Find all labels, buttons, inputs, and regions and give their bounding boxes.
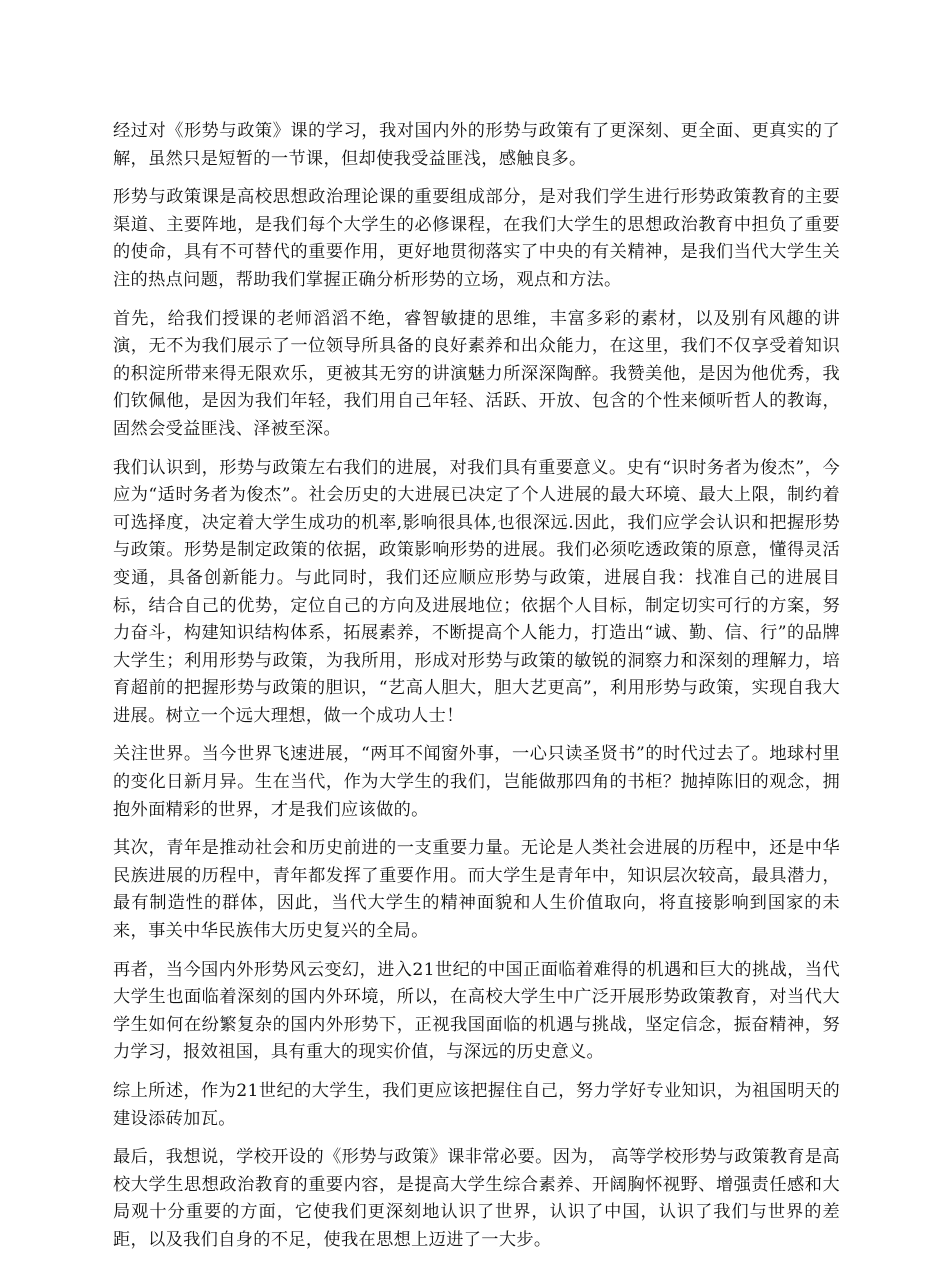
paragraph-3: 首先，给我们授课的老师滔滔不绝，睿智敏捷的思维，丰富多彩的素材，以及别有风趣的讲演，无不为我们展示了一位领导所具备的良好素养和出众能力，在这里，我们不仅享受着知识的积淀所带来得无限欢乐，更被其无穷的讲演魅力所深深陶醉。我赞美他，是因为他优秀，我们钦佩他，是因为我们年轻，我们用自己年轻、活跃、开放、包含的个性来倾听哲人的教诲，固然会受益匪浅、泽被至深。 [113,308,840,439]
paragraph-4: 我们认识到，形势与政策左右我们的进展，对我们具有重要意义。史有“识时务者为俊杰”，今应为“适时务者为俊杰”。社会历史的大进展已决定了个人进展的最大环境、最大上限，制约着可选择度，决定着大学生成功的机率,影响很具体,也很深远.因此，我们应学会认识和把握形势与政策。形势是制定政策的依据，政策影响形势的进展。我们必须吃透政策的原意，懂得灵活变通，具备创新能力。与此同时，我们还应顺应形势与政策，进展自我：找准自己的进展目标，结合自己的优势，定位自己的方向及进展地位；依据个人目标，制定切实可行的方案，努力奋斗，构建知识结构体系，拓展素养，不断提高个人能力，打造出“诚、勤、信、行”的品牌大学生；利用形势与政策，为我所用，形成对形势与政策的敏锐的洞察力和深刻的理解力，培育超前的把握形势与政策的胆识，“艺高人胆大，胆大艺更高”，利用形势与政策，实现自我大进展。树立一个远大理想，做一个成功人士！ [113,457,840,726]
paragraph-1: 经过对《形势与政策》课的学习，我对国内外的形势与政策有了更深刻、更全面、更真实的了解，虽然只是短暂的一节课，但却使我受益匪浅，感触良多。 [113,121,840,169]
paragraph-5: 关注世界。当今世界飞速进展，“两耳不闻窗外事，一心只读圣贤书”的时代过去了。地球村里的变化日新月异。生在当代，作为大学生的我们，岂能做那四角的书柜？抛掉陈旧的观念，拥抱外面精彩的世界，才是我们应该做的。 [113,744,840,820]
document-body [113,118,840,1266]
paragraph-9: 最后，我想说，学校开设的《形势与政策》课非常必要。因为， 高等学校形势与政策教育是高校大学生思想政治教育的重要内容，是提高大学生综合素养、开阔胸怀视野、增强责任感和大局观十分重要的方面，它使我们更深刻地认识了世界，认识了中国，认识了我们与世界的差距，以及我们自身的不足，使我在思想上迈进了一大步。 [113,1147,840,1250]
paragraph-2: 形势与政策课是高校思想政治理论课的重要组成部分，是对我们学生进行形势政策教育的主要渠道、主要阵地，是我们每个大学生的必修课程，在我们大学生的思想政治教育中担负了重要的使命，具有不可替代的重要作用，更好地贯彻落实了中央的有关精神，是我们当代大学生关注的热点问题，帮助我们掌握正确分析形势的立场，观点和方法。 [113,187,840,290]
paragraph-7: 再者，当今国内外形势风云变幻，进入21世纪的中国正面临着难得的机遇和巨大的挑战，当代大学生也面临着深刻的国内外环境，所以，在高校大学生中广泛开展形势政策教育，对当代大学生如何在纷繁复杂的国内外形势下，正视我国面临的机遇与挑战，坚定信念，振奋精神，努力学习，报效祖国，具有重大的现实价值，与深远的历史意义。 [113,959,840,1063]
paragraph-8: 综上所述，作为21世纪的大学生，我们更应该把握住自己，努力学好专业知识，为祖国明天的建设添砖加瓦。 [113,1081,840,1129]
paragraph-6: 其次，青年是推动社会和历史前进的一支重要力量。无论是人类社会进展的历程中，还是中华民族进展的历程中，青年都发挥了重要作用。而大学生是青年中，知识层次较高，最具潜力，最有制造性的群体，因此，当代大学生的精神面貌和人生价值取向，将直接影响到国家的未来，事关中华民族伟大历史复兴的全局。 [113,838,840,942]
